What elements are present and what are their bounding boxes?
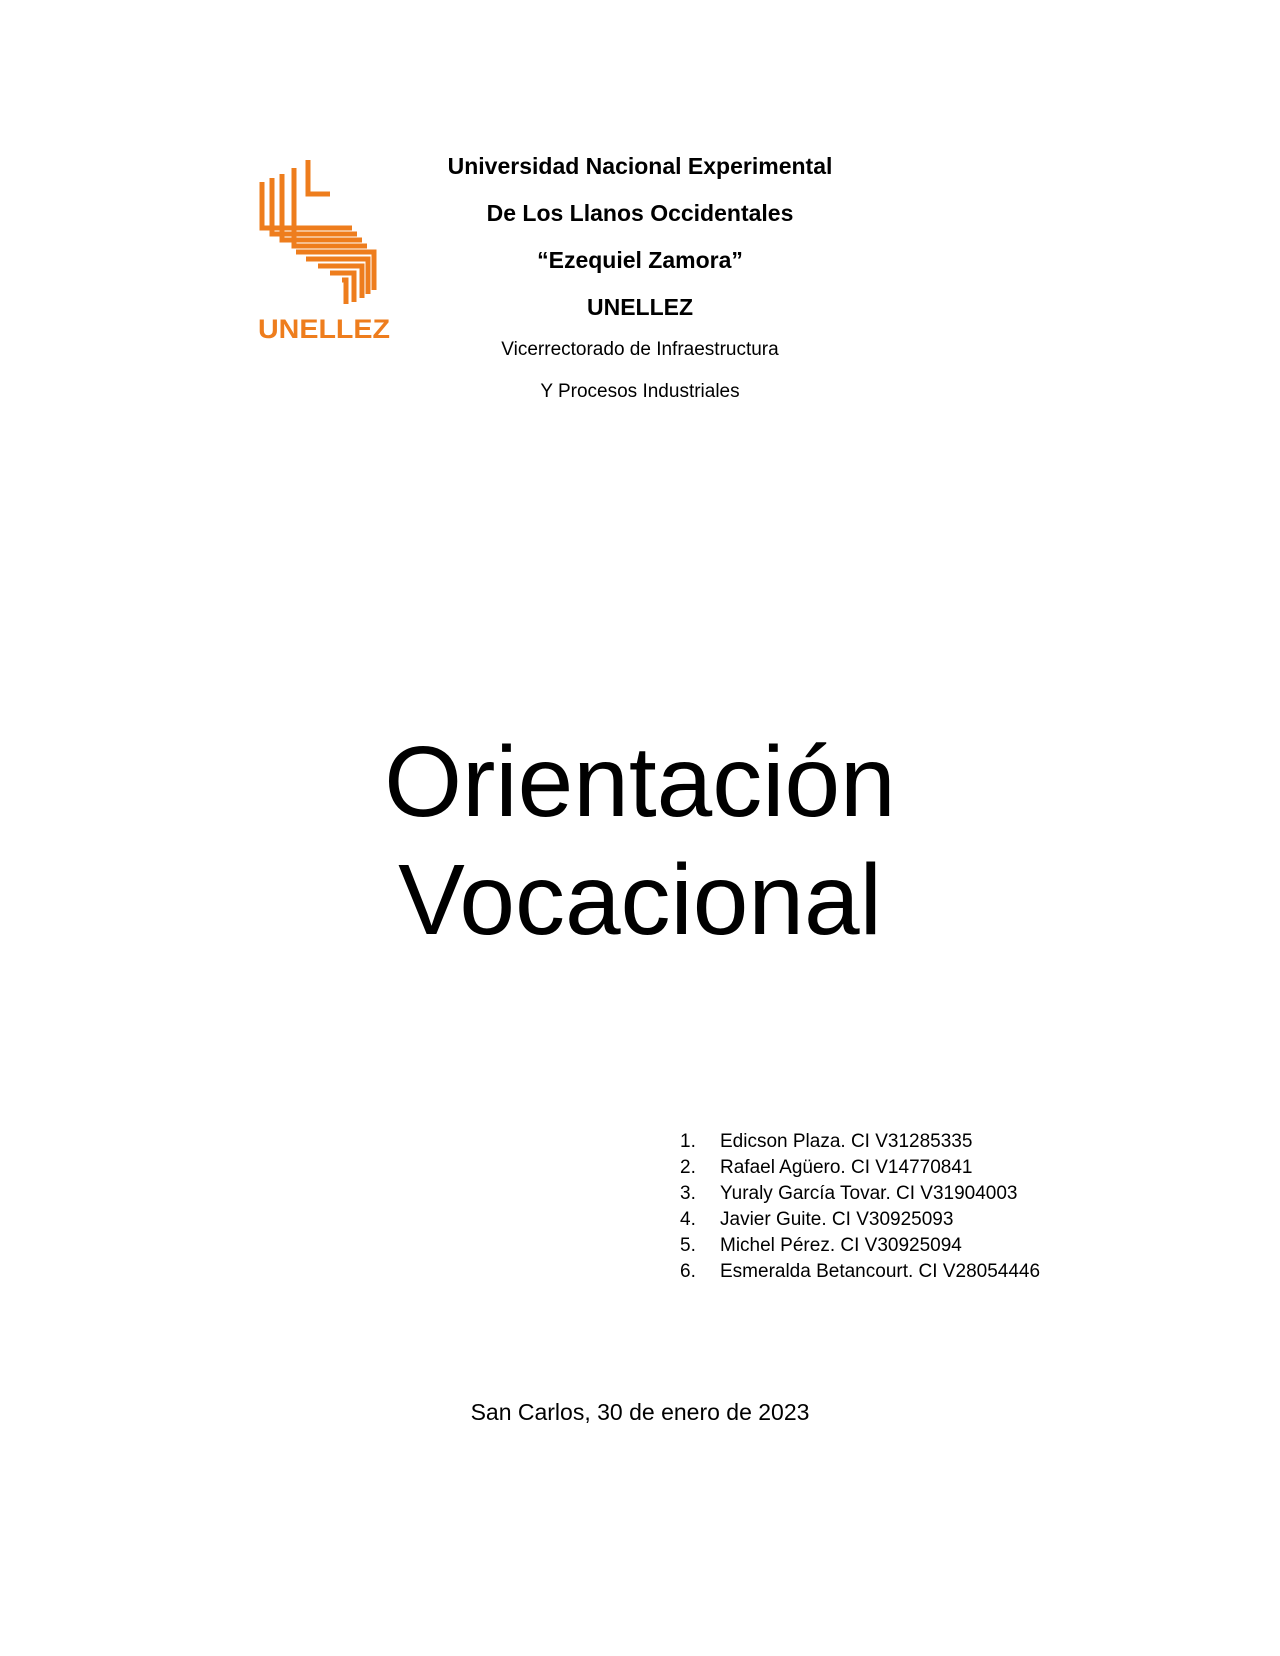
list-item — [680, 1207, 1240, 1233]
title-line2: Vocacional — [398, 844, 882, 956]
list-item — [680, 1155, 1240, 1181]
list-item — [680, 1233, 1240, 1259]
members-list — [680, 1129, 1240, 1285]
list-item-number: 3. — [680, 1183, 696, 1204]
logo-text: UNELLEZ — [258, 314, 390, 344]
title-line1: Orientación — [384, 726, 896, 838]
department-line2: Y Procesos Industriales — [540, 381, 740, 402]
list-item-number: 6. — [680, 1261, 696, 1282]
document-title — [240, 723, 1040, 959]
list-item-text: Michel Pérez. CI V30925094 — [720, 1235, 962, 1256]
list-item-text: Javier Guite. CI V30925093 — [720, 1209, 954, 1230]
list-item-text: Esmeralda Betancourt. CI V28054446 — [720, 1261, 1041, 1282]
list-item-text: Edicson Plaza. CI V31285335 — [720, 1131, 973, 1152]
list-item-number: 4. — [680, 1209, 696, 1230]
list-item — [680, 1259, 1240, 1285]
unellez-logo — [256, 158, 392, 344]
university-acronym: UNELLEZ — [586, 294, 694, 320]
list-item-text: Rafael Agüero. CI V14770841 — [720, 1157, 973, 1178]
list-item-text: Yuraly García Tovar. CI V31904003 — [720, 1183, 1018, 1204]
list-item — [680, 1129, 1240, 1155]
university-name-line1: Universidad Nacional Experimental — [447, 153, 833, 179]
institution-header — [380, 143, 900, 413]
list-item-number: 5. — [680, 1235, 696, 1256]
department-line1: Vicerrectorado de Infraestructura — [501, 339, 779, 360]
unellez-logo-icon — [256, 158, 392, 344]
university-name-line3: “Ezequiel Zamora” — [537, 247, 743, 273]
university-name-line2: De Los Llanos Occidentales — [486, 200, 794, 226]
list-item-number: 2. — [680, 1157, 696, 1178]
place-and-date: San Carlos, 30 de enero de 2023 — [470, 1399, 810, 1425]
list-item-number: 1. — [680, 1131, 696, 1152]
list-item — [680, 1181, 1240, 1207]
